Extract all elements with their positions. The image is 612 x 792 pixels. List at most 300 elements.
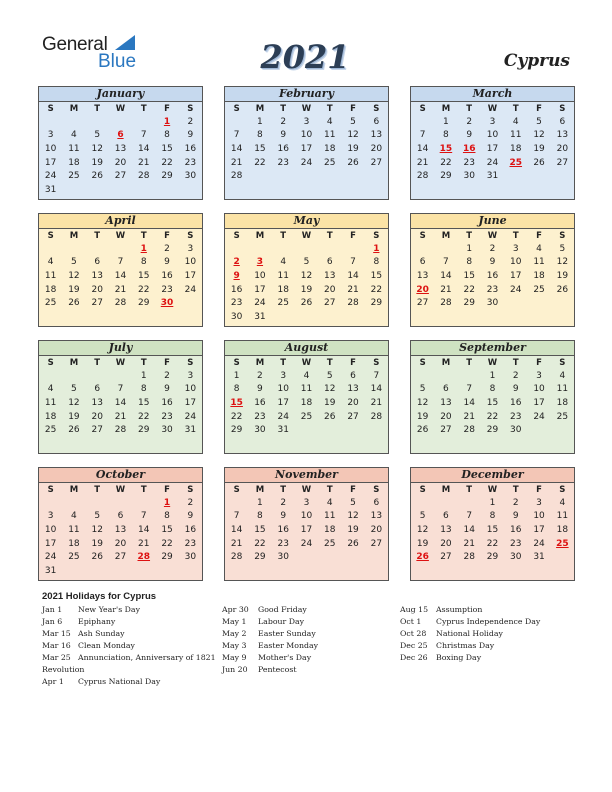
day-cell: 17 xyxy=(486,143,499,154)
day-cell: 26 xyxy=(416,425,429,436)
day-cell: 21 xyxy=(440,284,452,295)
day-cell: 21 xyxy=(370,397,383,408)
weekday-label: T xyxy=(94,231,101,241)
day-cell: 15 xyxy=(138,397,150,408)
empty-cell xyxy=(132,183,155,197)
day-cell: 24 xyxy=(44,552,57,563)
day-cell: 10 xyxy=(184,384,197,395)
holiday-name: Labour Day xyxy=(258,617,305,626)
month-name: November xyxy=(225,468,388,483)
day-cell: 7 xyxy=(233,511,240,522)
day-cell: 12 xyxy=(556,257,569,268)
holiday-date: May 2 xyxy=(222,629,247,638)
weekday-label: W xyxy=(115,485,126,495)
month-january xyxy=(38,86,203,200)
day-cell: 11 xyxy=(68,524,80,535)
holiday-date: Mar 15 xyxy=(42,629,71,638)
month-name: March xyxy=(411,87,574,102)
empty-cell xyxy=(527,423,550,437)
day-cell: 31 xyxy=(486,171,499,182)
holiday-date: Dec 25 xyxy=(400,641,428,650)
weekday-label: W xyxy=(301,231,312,241)
weekday-label: W xyxy=(115,104,126,114)
weekday-label: T xyxy=(280,485,287,495)
day-cell: 13 xyxy=(114,143,127,154)
day-cell: 3 xyxy=(187,243,194,254)
weekday-label: T xyxy=(280,104,287,114)
day-cell: 20 xyxy=(556,143,569,154)
day-cell: 3 xyxy=(489,116,496,127)
day-cell: 8 xyxy=(164,511,170,522)
day-cell: 14 xyxy=(230,143,243,154)
weekday-label: S xyxy=(233,104,240,114)
holiday-name: Easter Monday xyxy=(258,641,319,650)
empty-cell xyxy=(62,564,85,578)
day-cell: 1 xyxy=(233,370,240,381)
day-cell: 13 xyxy=(556,130,569,141)
weekday-label: M xyxy=(69,231,79,241)
empty-cell xyxy=(86,183,109,197)
day-cell: 15 xyxy=(161,524,173,535)
day-cell: 21 xyxy=(230,157,243,168)
weekday-label: S xyxy=(419,358,426,368)
day-cell: 23 xyxy=(510,538,522,549)
day-cell: 19 xyxy=(416,411,429,422)
day-cell: 12 xyxy=(347,130,359,141)
day-cell: 5 xyxy=(419,511,426,522)
day-cell: 7 xyxy=(117,257,124,268)
day-cell: 14 xyxy=(114,270,127,281)
day-cell: 23 xyxy=(254,411,266,422)
weekday-label: T xyxy=(512,485,519,495)
day-cell: 9 xyxy=(489,257,496,268)
day-cell: 7 xyxy=(140,130,147,141)
day-cell: 2 xyxy=(187,116,194,127)
day-cell: 2 xyxy=(512,497,519,508)
weekday-label: T xyxy=(466,485,473,495)
weekday-label: S xyxy=(419,485,426,495)
empty-cell xyxy=(39,496,62,510)
holidays-title: 2021 Holidays for Cyprus xyxy=(42,591,157,602)
weekday-label: S xyxy=(47,485,54,495)
day-cell: 18 xyxy=(300,397,313,408)
empty-cell xyxy=(109,496,132,510)
weekday-label: W xyxy=(487,485,498,495)
empty-cell xyxy=(551,423,574,437)
day-cell: 30 xyxy=(254,425,266,436)
holiday-date: Apr 1 xyxy=(42,677,64,686)
day-cell: 17 xyxy=(44,538,57,549)
day-cell: 21 xyxy=(463,411,475,422)
day-cell: 20 xyxy=(440,538,452,549)
weekday-label: S xyxy=(187,104,194,114)
month-name: January xyxy=(39,87,202,102)
day-cell: 3 xyxy=(536,370,542,381)
holiday-date: Mar 16 xyxy=(42,641,71,650)
day-cell: 11 xyxy=(277,270,289,281)
day-cell: 12 xyxy=(533,130,545,141)
day-cell: 8 xyxy=(443,130,449,141)
weekday-label: S xyxy=(373,231,380,241)
weekday-label: T xyxy=(326,231,333,241)
day-cell: 16 xyxy=(486,270,499,281)
day-cell: 10 xyxy=(300,130,313,141)
day-cell: 29 xyxy=(463,298,475,309)
day-cell: 12 xyxy=(68,270,80,281)
day-cell: 10 xyxy=(44,143,57,154)
empty-cell xyxy=(504,169,527,183)
empty-cell xyxy=(179,296,202,310)
day-cell: 2 xyxy=(280,116,287,127)
day-cell: 17 xyxy=(184,270,197,281)
day-cell: 9 xyxy=(466,130,473,141)
weekday-label: S xyxy=(233,485,240,495)
day-cell: 2 xyxy=(257,370,263,381)
empty-cell xyxy=(551,169,574,183)
day-cell: 4 xyxy=(536,243,542,254)
day-cell: 19 xyxy=(416,538,429,549)
empty-cell xyxy=(295,169,318,183)
holiday-date: May 9 xyxy=(222,653,247,662)
day-cell: 6 xyxy=(373,497,380,508)
holiday-date: Jan 1 xyxy=(42,605,63,614)
day-cell: 14 xyxy=(416,143,429,154)
day-cell: 20 xyxy=(114,538,127,549)
day-cell: 11 xyxy=(68,143,80,154)
day-cell: 17 xyxy=(277,397,289,408)
day-cell: 10 xyxy=(533,384,545,395)
day-cell: 25 xyxy=(300,411,313,422)
holiday-date: Aug 15 xyxy=(400,605,429,614)
day-cell: 20 xyxy=(416,284,429,295)
day-cell: 8 xyxy=(164,130,170,141)
empty-cell xyxy=(179,183,202,197)
day-cell: 11 xyxy=(300,384,313,395)
day-cell: 9 xyxy=(233,270,240,281)
weekday-label: W xyxy=(301,358,312,368)
day-cell: 9 xyxy=(512,384,519,395)
day-cell: 29 xyxy=(138,425,150,436)
day-cell: 15 xyxy=(486,397,499,408)
weekday-label: S xyxy=(187,358,194,368)
day-cell: 13 xyxy=(347,384,359,395)
weekday-label: M xyxy=(69,104,79,114)
day-cell: 15 xyxy=(439,143,453,154)
day-cell: 26 xyxy=(347,157,359,168)
empty-cell xyxy=(39,115,62,129)
empty-cell xyxy=(434,242,457,256)
empty-cell xyxy=(365,310,388,324)
weekday-label: T xyxy=(466,358,473,368)
day-cell: 1 xyxy=(489,370,496,381)
weekday-label: W xyxy=(487,104,498,114)
day-cell: 24 xyxy=(300,538,313,549)
empty-cell xyxy=(411,242,434,256)
weekday-label: S xyxy=(419,104,426,114)
day-cell: 2 xyxy=(164,370,170,381)
day-cell: 8 xyxy=(489,511,496,522)
day-cell: 12 xyxy=(300,270,313,281)
day-cell: 25 xyxy=(44,298,57,309)
day-cell: 30 xyxy=(160,298,174,309)
holiday-name: Pentecost xyxy=(258,665,297,674)
day-cell: 15 xyxy=(486,524,499,535)
day-cell: 24 xyxy=(533,411,545,422)
weekday-label: M xyxy=(255,231,265,241)
day-cell: 26 xyxy=(324,411,336,422)
day-cell: 1 xyxy=(140,370,147,381)
day-cell: 26 xyxy=(68,425,80,436)
day-cell: 9 xyxy=(164,384,170,395)
day-cell: 4 xyxy=(326,497,333,508)
day-cell: 17 xyxy=(510,270,522,281)
day-cell: 5 xyxy=(71,257,77,268)
day-cell: 27 xyxy=(440,425,452,436)
day-cell: 2 xyxy=(164,243,170,254)
day-cell: 6 xyxy=(94,257,101,268)
day-cell: 27 xyxy=(114,552,127,563)
weekday-label: S xyxy=(233,231,240,241)
day-cell: 4 xyxy=(303,370,310,381)
day-cell: 8 xyxy=(140,384,147,395)
weekday-label: S xyxy=(233,358,240,368)
day-cell: 19 xyxy=(347,524,359,535)
weekday-label: M xyxy=(441,358,451,368)
day-cell: 18 xyxy=(556,524,569,535)
day-cell: 23 xyxy=(161,284,173,295)
day-cell: 11 xyxy=(556,511,569,522)
day-cell: 29 xyxy=(440,171,452,182)
day-cell: 8 xyxy=(489,384,496,395)
empty-cell xyxy=(225,496,248,510)
day-cell: 28 xyxy=(230,552,243,563)
day-cell: 13 xyxy=(440,524,452,535)
empty-cell xyxy=(527,169,550,183)
empty-cell xyxy=(295,550,318,564)
day-cell: 27 xyxy=(114,171,127,182)
day-cell: 12 xyxy=(91,524,103,535)
day-cell: 10 xyxy=(533,511,545,522)
empty-cell xyxy=(527,296,550,310)
day-cell: 25 xyxy=(277,298,289,309)
day-cell: 4 xyxy=(326,116,333,127)
day-cell: 27 xyxy=(556,157,569,168)
day-cell: 23 xyxy=(184,538,197,549)
weekday-label: T xyxy=(512,231,519,241)
day-cell: 14 xyxy=(138,143,150,154)
day-cell: 29 xyxy=(486,552,499,563)
holiday-name: Boxing Day xyxy=(436,653,482,662)
day-cell: 20 xyxy=(91,411,103,422)
day-cell: 7 xyxy=(117,384,124,395)
empty-cell xyxy=(434,369,457,383)
empty-cell xyxy=(39,242,62,256)
day-cell: 28 xyxy=(370,411,383,422)
day-cell: 5 xyxy=(419,384,426,395)
weekday-label: F xyxy=(164,485,170,495)
day-cell: 31 xyxy=(254,311,266,322)
month-september xyxy=(410,340,575,454)
day-cell: 3 xyxy=(187,370,194,381)
day-cell: 28 xyxy=(463,552,475,563)
month-july xyxy=(38,340,203,454)
day-cell: 2 xyxy=(489,243,496,254)
empty-cell xyxy=(458,496,481,510)
day-cell: 2 xyxy=(187,497,194,508)
day-cell: 11 xyxy=(533,257,545,268)
day-cell: 18 xyxy=(277,284,289,295)
day-cell: 30 xyxy=(184,171,197,182)
day-cell: 1 xyxy=(257,116,263,127)
day-cell: 18 xyxy=(68,538,80,549)
day-cell: 9 xyxy=(280,130,287,141)
holiday-date: Jan 6 xyxy=(42,617,63,626)
weekday-label: T xyxy=(94,104,101,114)
day-cell: 28 xyxy=(416,171,429,182)
month-name: February xyxy=(225,87,388,102)
empty-cell xyxy=(155,183,178,197)
day-cell: 25 xyxy=(324,157,336,168)
holiday-date: Mar 25 xyxy=(42,653,71,662)
empty-cell xyxy=(458,369,481,383)
day-cell: 12 xyxy=(416,397,429,408)
weekday-label: S xyxy=(419,231,426,241)
day-cell: 25 xyxy=(533,284,545,295)
day-cell: 8 xyxy=(373,257,380,268)
day-cell: 22 xyxy=(161,538,173,549)
day-cell: 6 xyxy=(443,511,449,522)
empty-cell xyxy=(341,310,364,324)
holiday-name: Assumption xyxy=(436,605,483,614)
day-cell: 28 xyxy=(114,298,127,309)
empty-cell xyxy=(62,115,85,129)
day-cell: 13 xyxy=(440,397,452,408)
holiday-name: Cyprus Independence Day xyxy=(436,617,541,626)
empty-cell xyxy=(272,242,295,256)
day-cell: 30 xyxy=(230,311,243,322)
day-cell: 20 xyxy=(114,157,127,168)
day-cell: 30 xyxy=(486,298,499,309)
weekday-label: T xyxy=(326,485,333,495)
weekday-label: S xyxy=(187,231,194,241)
day-cell: 17 xyxy=(184,397,197,408)
logo-triangle-icon xyxy=(115,35,135,50)
empty-cell xyxy=(86,496,109,510)
weekday-label: T xyxy=(94,485,101,495)
day-cell: 28 xyxy=(463,425,475,436)
day-cell: 16 xyxy=(277,524,289,535)
day-cell: 26 xyxy=(533,157,545,168)
logo-word-blue: Blue xyxy=(98,51,137,72)
month-name: June xyxy=(411,214,574,229)
calendar-grid xyxy=(38,86,575,581)
empty-cell xyxy=(86,242,109,256)
day-cell: 16 xyxy=(230,284,243,295)
empty-cell xyxy=(86,564,109,578)
day-cell: 18 xyxy=(556,397,569,408)
day-cell: 5 xyxy=(350,116,356,127)
day-cell: 29 xyxy=(370,298,383,309)
day-cell: 4 xyxy=(71,511,77,522)
weekday-label: T xyxy=(280,231,287,241)
day-cell: 7 xyxy=(466,511,473,522)
day-cell: 28 xyxy=(440,298,452,309)
weekday-label: M xyxy=(441,104,451,114)
day-cell: 4 xyxy=(47,384,54,395)
day-cell: 27 xyxy=(91,298,103,309)
weekday-label: W xyxy=(487,358,498,368)
empty-cell xyxy=(109,242,132,256)
weekday-label: S xyxy=(47,104,54,114)
day-cell: 13 xyxy=(91,270,103,281)
day-cell: 10 xyxy=(300,511,313,522)
month-name: December xyxy=(411,468,574,483)
weekday-label: T xyxy=(140,231,147,241)
weekday-label: F xyxy=(536,485,542,495)
holiday-name: Cyprus National Day xyxy=(78,677,161,686)
day-cell: 7 xyxy=(443,257,449,268)
weekday-label: W xyxy=(487,231,498,241)
day-cell: 11 xyxy=(324,130,336,141)
day-cell: 31 xyxy=(533,552,545,563)
day-cell: 23 xyxy=(463,157,475,168)
day-cell: 15 xyxy=(254,524,266,535)
holiday-date: May 3 xyxy=(222,641,247,650)
day-cell: 5 xyxy=(303,257,310,268)
day-cell: 31 xyxy=(44,565,57,576)
day-cell: 16 xyxy=(462,143,476,154)
day-cell: 28 xyxy=(138,171,150,182)
day-cell: 1 xyxy=(373,243,380,254)
day-cell: 19 xyxy=(533,143,545,154)
year-title: 2021 xyxy=(260,38,350,76)
day-cell: 19 xyxy=(324,397,336,408)
day-cell: 25 xyxy=(68,171,80,182)
empty-cell xyxy=(62,496,85,510)
day-cell: 31 xyxy=(277,425,289,436)
weekday-label: M xyxy=(255,485,265,495)
day-cell: 9 xyxy=(187,511,194,522)
day-cell: 11 xyxy=(44,397,57,408)
day-cell: 20 xyxy=(370,143,383,154)
day-cell: 7 xyxy=(233,130,240,141)
empty-cell xyxy=(272,310,295,324)
month-december xyxy=(410,467,575,581)
day-cell: 5 xyxy=(536,116,542,127)
day-cell: 24 xyxy=(184,411,197,422)
day-cell: 18 xyxy=(324,524,336,535)
empty-cell xyxy=(225,115,248,129)
day-cell: 24 xyxy=(44,171,57,182)
day-cell: 24 xyxy=(277,411,289,422)
month-june xyxy=(410,213,575,327)
empty-cell xyxy=(272,169,295,183)
day-cell: 8 xyxy=(140,257,147,268)
day-cell: 11 xyxy=(324,511,336,522)
day-cell: 8 xyxy=(466,257,473,268)
day-cell: 10 xyxy=(254,270,266,281)
day-cell: 3 xyxy=(303,497,310,508)
empty-cell xyxy=(62,369,85,383)
day-cell: 8 xyxy=(233,384,240,395)
day-cell: 24 xyxy=(533,538,545,549)
month-name: July xyxy=(39,341,202,356)
day-cell: 1 xyxy=(140,243,147,254)
empty-cell xyxy=(341,423,364,437)
day-cell: 23 xyxy=(510,411,522,422)
day-cell: 14 xyxy=(463,524,475,535)
day-cell: 2 xyxy=(233,257,240,268)
